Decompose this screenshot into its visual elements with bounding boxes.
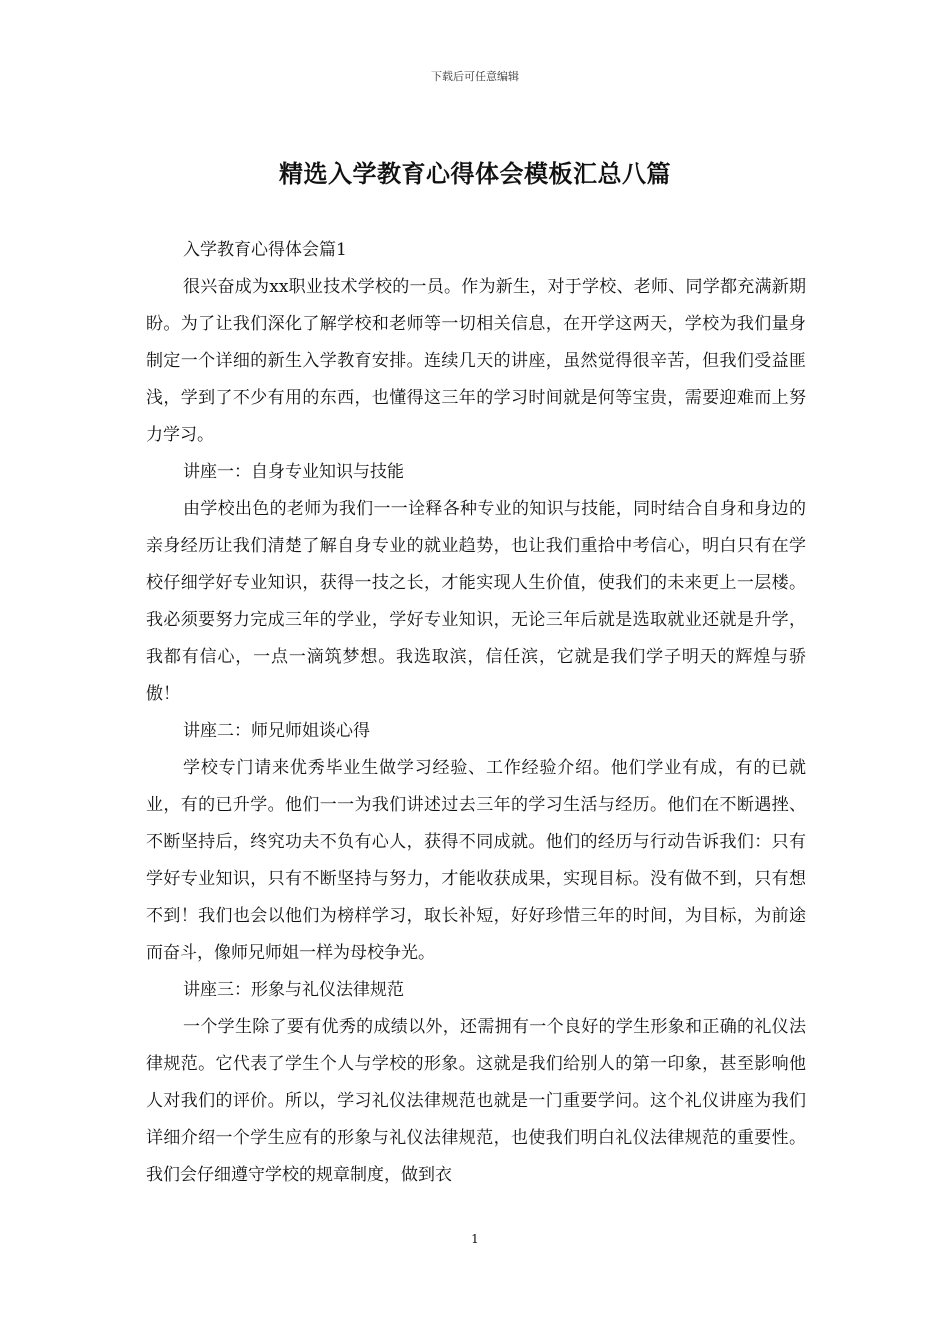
header-note: 下载后可任意编辑 [431, 70, 519, 83]
document-body [146, 232, 806, 1194]
paragraph: 很兴奋成为xx职业技术学校的一员。作为新生，对于学校、老师、同学都充满新期盼。为了让我们深化了解学校和老师等一切相关信息，在开学这两天，学校为我们量身制定一个详细的新生入学教育安排。连续几天的讲座，虽然觉得很辛苦，但我们受益匪浅，学到了不少有用的东西，也懂得这三年的学习时间就是何等宝贵，需要迎难而上努力学习。 [146, 277, 806, 445]
paragraph: 学校专门请来优秀毕业生做学习经验、工作经验介绍。他们学业有成，有的已就业，有的已升学。他们一一为我们讲述过去三年的学习生活与经历。他们在不断遇挫、不断坚持后，终究功夫不负有心人，获得不同成就。他们的经历与行动告诉我们：只有学好专业知识，只有不断坚持与努力，才能收获成果，实现目标。没有做不到，只有想不到！我们也会以他们为榜样学习，取长补短，好好珍惜三年的时间，为目标，为前途而奋斗，像师兄师姐一样为母校争光。 [146, 758, 806, 963]
lecture-heading: 讲座一：自身专业知识与技能 [183, 462, 404, 482]
lecture-heading: 讲座三：形象与礼仪法律规范 [183, 980, 404, 1000]
paragraph: 一个学生除了要有优秀的成绩以外，还需拥有一个良好的学生形象和正确的礼仪法律规范。它代表了学生个人与学校的形象。这就是我们给别人的第一印象，甚至影响他人对我们的评价。所以，学习礼仪法律规范也就是一门重要学问。这个礼仪讲座为我们详细介绍一个学生应有的形象与礼仪法律规范，也使我们明白礼仪法律规范的重要性。我们会仔细遵守学校的规章制度，做到衣 [146, 1017, 806, 1185]
section-heading: 入学教育心得体会篇1 [183, 240, 347, 260]
lecture-heading: 讲座二：师兄师姐谈心得 [183, 721, 370, 741]
paragraph: 由学校出色的老师为我们一一诠释各种专业的知识与技能，同时结合自身和身边的亲身经历让我们清楚了解自身专业的就业趋势，也让我们重拾中考信心，明白只有在学校仔细学好专业知识，获得一技之长，才能实现人生价值，使我们的未来更上一层楼。我必须要努力完成三年的学业，学好专业知识，无论三年后就是选取就业还就是升学，我都有信心，一点一滴筑梦想。我选取滨，信任滨，它就是我们学子明天的辉煌与骄傲！ [146, 499, 806, 704]
document-title: 精选入学教育心得体会模板汇总八篇 [279, 159, 671, 188]
page-number: 1 [471, 1232, 479, 1246]
